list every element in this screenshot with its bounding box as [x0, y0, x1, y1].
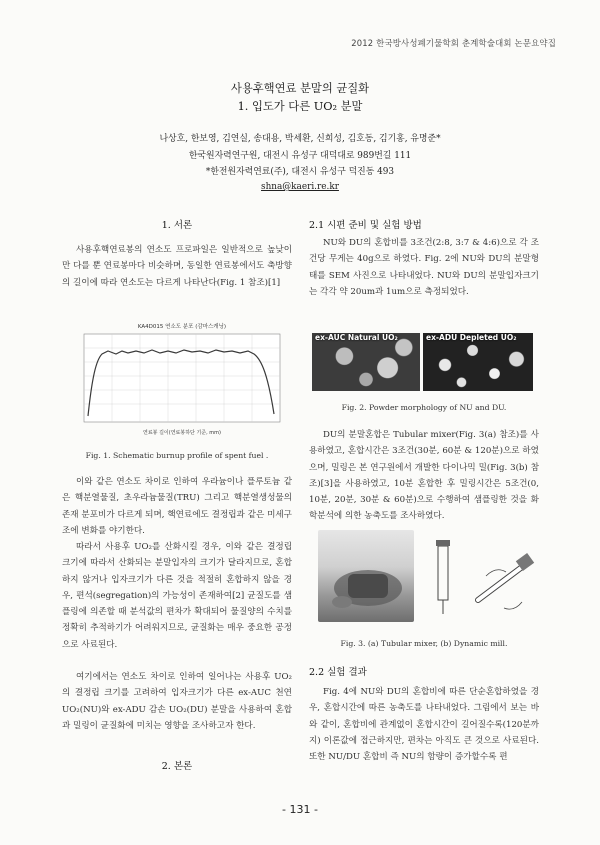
affiliation-2: *한전원자력연료(주), 대전시 유성구 덕진동 493 [205, 167, 395, 177]
intro-paragraph-4: 여기에서는 연소도 차이로 인하여 일어나는 사용후 UO₂의 결정립 크기를 고려하여 입자크기가 다른 ex-AUC 천연 UO₂(NU)와 ex-ADU 감손 UO₂(DU) 분말을 사용하여 혼합과 밀링이 균질화에 미치는 영향을 조사하고자 한다. [62, 672, 292, 731]
plot-title: KA4D015 연소도 분포 (감마스캐닝) [137, 324, 227, 330]
intro-heading: 1. 서론 [161, 220, 193, 231]
intro-paragraph-2: 이와 같은 연소도 차이로 인하여 우라늄이나 플루토늄 같은 핵분열물질, 초우라늄물질(TRU) 그리고 핵분열생성물의 존재 분포비가 다르게 되며, 핵연료에도 결정립과 같은 미세구조에 변화를 야기한다. [62, 477, 292, 536]
page-number: - 131 - [282, 803, 318, 816]
burnup-profile-figure [64, 318, 290, 440]
sem-image-nu [312, 333, 420, 391]
paper-title: 사용후핵연료 분말의 균질화 [230, 82, 370, 95]
sem-image-du [423, 333, 533, 391]
plot-frame [84, 334, 280, 422]
section-2-2-heading: 2.2 실험 결과 [309, 667, 367, 678]
section-2-2-paragraph-1: Fig. 4에 NU와 DU의 혼합비에 따른 단순혼합하였을 경우, 혼합시간에 따른 농축도를 나타내었다. 그림에서 보는 바와 같이, 혼합비에 관계없이 혼합시간이 길어질수록(120분까지) 이론값에 접근하지만, 편차는 아직도 큰 것으로 사료된다. 또한 NU/DU 혼합비 즉 NU의 함량이 증가할수록 편 [309, 687, 539, 763]
tubular-mixer-photo [318, 530, 414, 622]
mill-sketch [420, 530, 540, 622]
author-list: 나상호, 한보영, 김연실, 송대용, 박세환, 신희성, 김호동, 김기홍, 유명준* [159, 134, 441, 144]
mixer-sketch [318, 530, 414, 622]
email-link[interactable]: shna@kaeri.re.kr [261, 182, 339, 192]
plot-x-axis-label: 연료봉 길이(연료봉하단 기준, mm) [143, 430, 221, 436]
intro-paragraph-1: 사용후핵연료봉의 연소도 프로파일은 일반적으로 높낮이만 다를 뿐 연료봉마다 비슷하며, 동일한 연료봉에서도 축방향의 길이에 따라 연소도는 다르게 나타난다(Fig. 1 참조)[1] [62, 245, 292, 288]
sem-label-nu: ex-AUC Natural UO₂ [315, 333, 398, 342]
fig3-caption: Fig. 3. (a) Tubular mixer, (b) Dynamic mill. [340, 639, 508, 648]
main-heading: 2. 본론 [161, 761, 193, 772]
author-email[interactable] [0, 180, 600, 195]
intro-paragraph-3: 따라서 사용후 UO₂를 산화시킬 경우, 이와 같은 결정립 크기에 따라서 산화되는 분말입자의 크기가 달라지므로, 혼합하지 않거나 입자크기가 다른 것을 적절히 혼합하지 않을 경우, 편석(segregation)의 가능성이 존재하여[2] 균질도를 샘플링에 의존할 때 분석값의 편차가 확대되어 물질양의 수치를 정확히 추적하기가 어려워지므로, 균질화는 매우 중요한 공정으로 사료된다. [62, 542, 292, 650]
dynamic-mill-drawing [420, 530, 540, 622]
section-2-1-heading: 2.1 시편 준비 및 실험 방법 [309, 220, 422, 231]
affiliation-1: 한국원자력연구원, 대전시 유성구 대덕대로 989번길 111 [188, 151, 412, 161]
burnup-plot-svg [64, 318, 290, 440]
fig1-caption: Fig. 1. Schematic burnup profile of spent fuel . [85, 451, 269, 460]
fig2-caption: Fig. 2. Powder morphology of NU and DU. [341, 403, 507, 412]
section-2-1-paragraph-2: DU의 분말혼합은 Tubular mixer(Fig. 3(a) 참조)를 사용하였고, 혼합시간은 3조건(30분, 60분 & 120분)으로 하였으며, 밀링은 본 연구원에서 개발한 다이나믹 밀(Fig. 3(b) 참조)[3]을 사용하였고, 10분 혼합한 후 밀링시간은 5조건(0, 10분, 20분, 30분 & 60분)으로 수행하여 샘플링한 것을 화학분석에 의한 농축도를 조사하였다. [309, 430, 539, 522]
paper-subtitle: 1. 입도가 다른 UO₂ 분말 [237, 100, 363, 113]
running-header: 2012 한국방사성폐기물학회 춘계학술대회 논문요약집 [351, 38, 556, 48]
sem-label-du: ex-ADU Depleted UO₂ [426, 333, 517, 342]
section-2-1-paragraph-1: NU와 DU의 혼합비를 3조건(2:8, 3:7 & 4:6)으로 각 조건당 무게는 40g으로 하였다. Fig. 2에 NU와 DU의 분말형태를 SEM 사진으로 나타내었다. NU와 DU의 분말입자크기는 각각 약 20um과 1um으로 측정되었다. [309, 238, 539, 297]
